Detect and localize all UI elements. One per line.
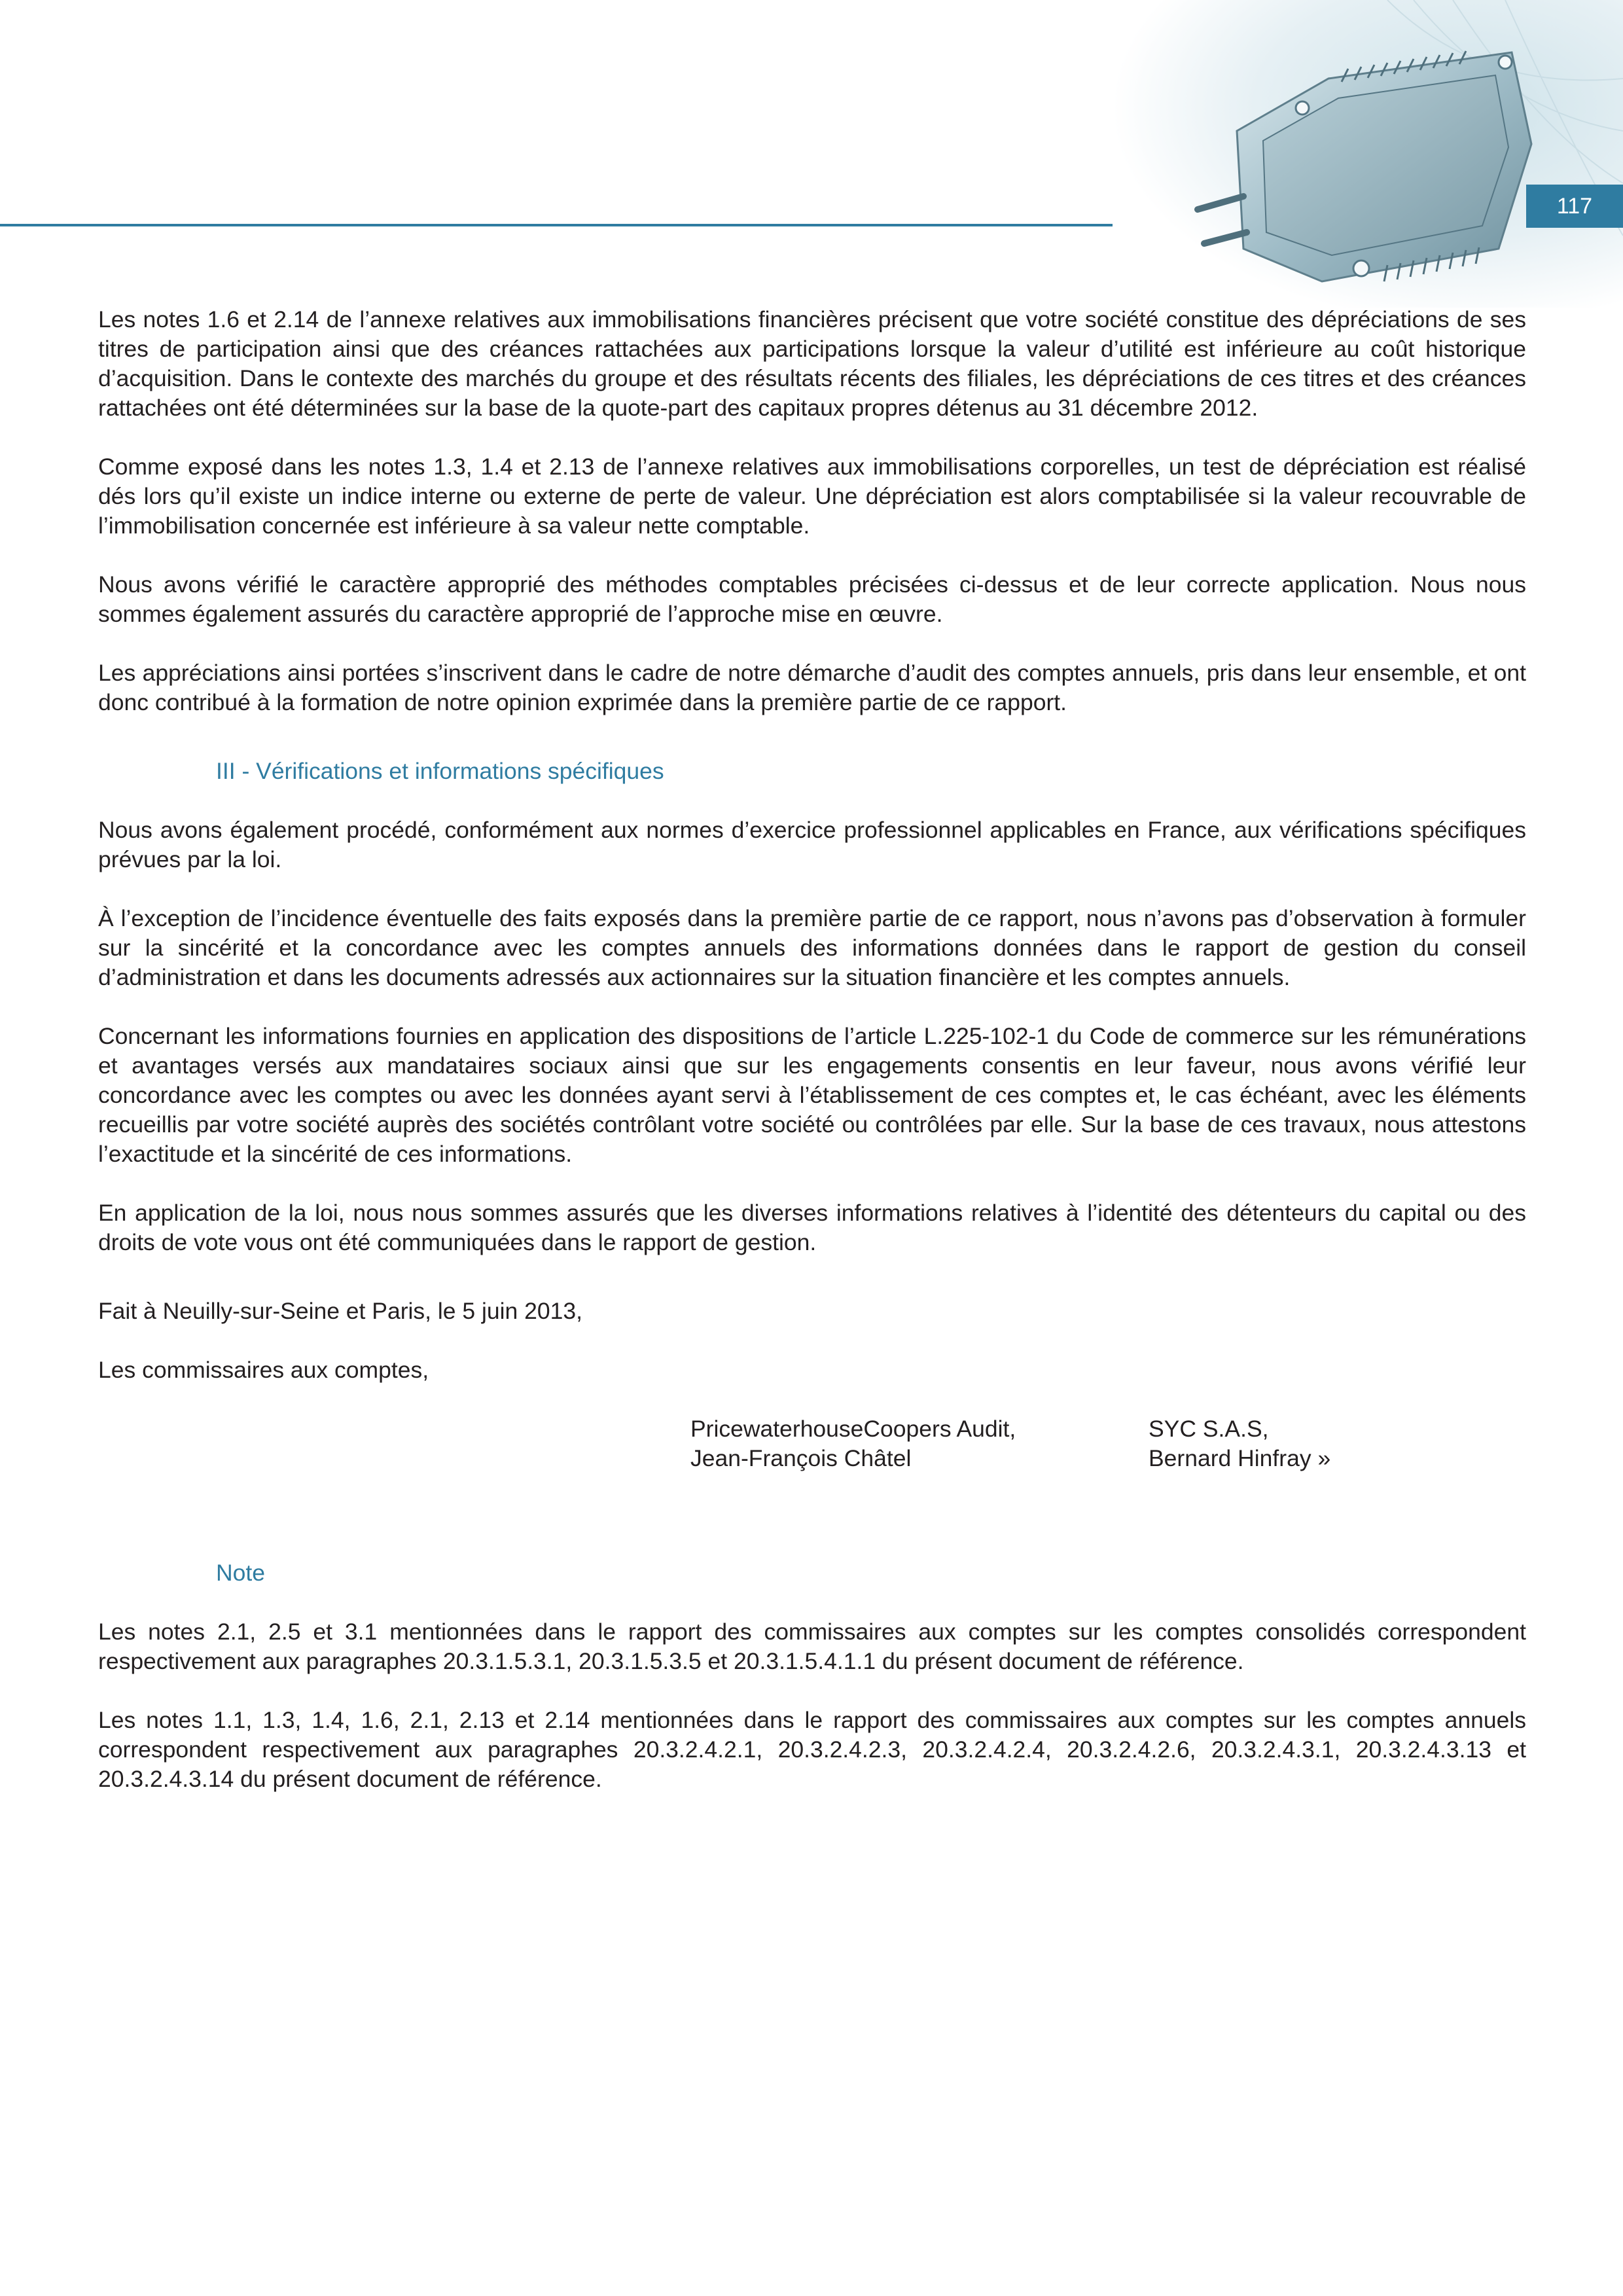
paragraph: Nous avons également procédé, conformément aux normes d’exercice professionnel applicables en France, aux vérifications spécifiques prévues par la loi.: [98, 817, 1526, 872]
note-paragraph: Les notes 1.1, 1.3, 1.4, 1.6, 2.1, 2.13 et 2.14 mentionnées dans le rapport des commissaires aux comptes sur les comptes annuels correspondent respectivement aux paragraphes 20.3.2.4.2.1, 20.3.2.4.2.3, 20.3.2.4.2.4, 20.3.2.4.2.6, 20.3.2.4.3.1, 20.3.2.4.3.13 et 20.3.2.4.3.14 du présent document de référence.: [98, 1707, 1526, 1792]
signature-right: [1149, 1414, 1330, 1473]
paragraph: Comme exposé dans les notes 1.3, 1.4 et 2.13 de l’annexe relatives aux immobilisations corporelles, un test de dépréciation est réalisé dés lors qu’il existe un indice interne ou externe de perte de valeur. Une dépréciation est alors comptabilisée si la valeur recouvrable de l’immobilisation concernée est inférieure à sa valeur nette comptable.: [98, 454, 1526, 539]
note-heading: Note: [216, 1560, 265, 1586]
paragraph: Concernant les informations fournies en application des dispositions de l’article L.225-102-1 du Code de commerce sur les rémunérations et avantages versés aux mandataires sociaux ainsi que sur les engagements consentis en leur faveur, nous avons vérifié leur concordance avec les comptes ou avec les données ayant servi à l’établissement de ces comptes et, le cas échéant, avec les éléments recueillis par votre société auprès des sociétés contrôlant votre société ou contrôlées par elle. Sur la base de ces travaux, nous attestons l’exactitude et la sincérité de ces informations.: [98, 1023, 1526, 1167]
paragraph: Les appréciations ainsi portées s’inscrivent dans le cadre de notre démarche d’audit des comptes annuels, pris dans leur ensemble, et ont donc contribué à la formation de notre opinion exprimée dans la première partie de ce rapport.: [98, 660, 1526, 715]
paragraph: À l’exception de l’incidence éventuelle des faits exposés dans la première partie de ce rapport, nous n’avons pas d’observation à formuler sur la sincérité et la concordance avec les comptes annuels des informations données dans le rapport de gestion du conseil d’administration et dans les documents adressés aux actionnaires sur la situation financière et les comptes annuels.: [98, 905, 1526, 990]
signature-block: [98, 1414, 1526, 1473]
header-rule: [0, 224, 1113, 226]
report-body: [98, 305, 1526, 1823]
place-date: Fait à Neuilly-sur-Seine et Paris, le 5 juin 2013,: [98, 1298, 582, 1324]
signature-firm: SYC S.A.S,: [1149, 1416, 1269, 1442]
signature-firm: PricewaterhouseCoopers Audit,: [690, 1416, 1016, 1442]
paragraph: Nous avons vérifié le caractère approprié des méthodes comptables précisées ci-dessus et de leur correcte application. Nous nous sommes également assurés du caractère approprié de l’approche mise en œuvre.: [98, 571, 1526, 627]
circuit-board-icon: [1113, 0, 1623, 308]
paragraph: Les notes 1.6 et 2.14 de l’annexe relatives aux immobilisations financières précisent que votre société constitue des dépréciations de ses titres de participation ainsi que des créances rattachées aux participations lorsque la valeur d’utilité est inférieure au coût historique d’acquisition. Dans le contexte des marchés du groupe et des résultats récents des filiales, les dépréciations de ces titres et des créances rattachées ont été déterminées sur la base de la quote-part des capitaux propres détenus au 31 décembre 2012.: [98, 306, 1526, 421]
signature-person: Bernard Hinfray »: [1149, 1445, 1331, 1471]
signature-left: [690, 1414, 1016, 1473]
signatories-intro: Les commissaires aux comptes,: [98, 1357, 429, 1383]
page-number: 117: [1526, 185, 1623, 228]
section-heading: III - Vérifications et informations spécifiques: [216, 758, 664, 784]
paragraph: En application de la loi, nous nous sommes assurés que les diverses informations relatives à l’identité des détenteurs du capital ou des droits de vote vous ont été communiquées dans le rapport de gestion.: [98, 1200, 1526, 1255]
signature-person: Jean-François Châtel: [690, 1445, 912, 1471]
note-paragraph: Les notes 2.1, 2.5 et 3.1 mentionnées dans le rapport des commissaires aux comptes sur les comptes consolidés correspondent respectivement aux paragraphes 20.3.1.5.3.1, 20.3.1.5.3.5 et 20.3.1.5.4.1.1 du présent document de référence.: [98, 1619, 1526, 1674]
